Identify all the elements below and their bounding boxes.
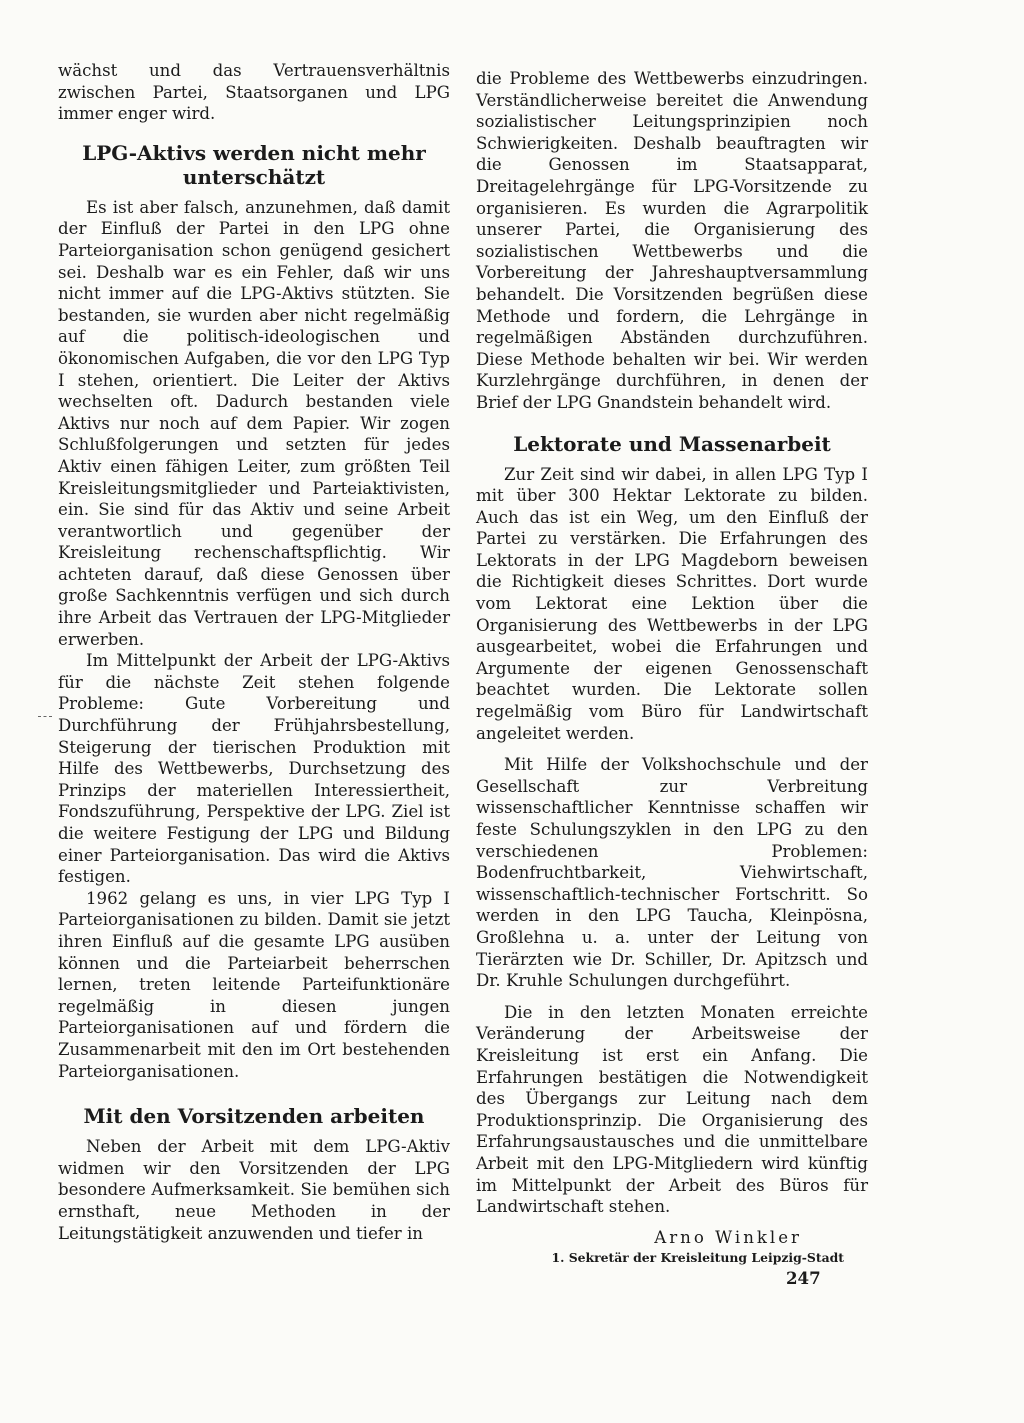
paragraph: die Probleme des Wettbewerbs einzudringen. Verständlicherweise bereitet die Anwendung sozialistischer Leitungsprinzipien noch Schwierigkeiten. Deshalb beauftragten wir die Genossen im Staatsapparat, Dreitagelehrgänge für LPG-Vorsitzende zu organisieren. Es wurden die Agrarpolitik unserer Partei, die Organisierung des sozialistischen Wettbewerbs und die Vorbereitung der Jahreshauptversammlung behandelt. Die Vorsitzenden begrüßen diese Methode und fordern, die Lehrgänge in regelmäßigen Abständen durchzuführen. Diese Methode behalten wir bei. Wir werden Kurzlehrgänge durchführen, in denen der Brief der LPG Gnandstein behandelt wird. <box>476 69 868 412</box>
paragraph: Die in den letzten Monaten erreichte Veränderung der Arbeitsweise der Kreisleitung ist erst ein Anfang. Die Erfahrungen bestätigen die Notwendigkeit des Übergangs zur Leitung nach dem Produktionsprinzip. Die Organisierung des Erfahrungsaustausches und die unmittelbare Arbeit mit den LPG-Mitgliedern wird künftig im Mittelpunkt der Arbeit des Büros für Landwirtschaft stehen. <box>476 1002 868 1217</box>
page-number: 247 <box>786 1268 821 1288</box>
section-heading: Mit den Vorsitzenden arbeiten <box>83 1104 425 1129</box>
paragraph: Es ist aber falsch, anzunehmen, daß damit der Einfluß der Partei in den LPG ohne Parteiorganisation schon genügend gesichert sei. Deshalb war es ein Fehler, daß wir uns nicht immer auf die LPG-Aktivs stützten. Sie bestanden, sie wurden aber nicht regelmäßig auf die politisch-ideologischen und ökonomischen Aufgaben, die vor den LPG Typ I stehen, orientiert. Die Leiter der Aktivs wechselten oft. Dadurch bestanden viele Aktivs nur noch auf dem Papier. Wir zogen Schlußfolgerungen und setzten für jedes Aktiv einen fähigen Leiter, zum größten Teil Kreisleitungsmitglieder und Parteiaktivisten, ein. Sie sind für das Aktiv und seine Arbeit verantwortlich und gegenüber der Kreisleitung rechenschaftspflichtig. Wir achteten darauf, daß diese Genossen über große Sachkenntnis verfügen und sich durch ihre Arbeit das Vertrauen der LPG-Mitglieder erwerben. <box>58 197 450 649</box>
paragraph: Neben der Arbeit mit dem LPG-Aktiv widmen wir den Vorsitzenden der LPG besondere Aufmerksamkeit. Sie bemühen sich ernsthaft, neue Methoden in der Leitungstätigkeit anzuwenden und tiefer in <box>58 1137 450 1243</box>
margin-mark <box>38 716 52 717</box>
paragraph: 1962 gelang es uns, in vier LPG Typ I Parteiorganisationen zu bilden. Damit sie jetzt ihren Einfluß auf die gesamte LPG ausüben können und die Parteiarbeit beherrschen lernen, treten leitende Parteifunktionäre regelmäßig in diesen jungen Parteiorganisationen auf und fördern die Zusammenarbeit mit den im Ort bestehenden Parteiorganisationen. <box>58 888 450 1081</box>
author-title: 1. Sekretär der Kreisleitung Leipzig-Stadt <box>551 1249 844 1265</box>
paragraph: wächst und das Vertrauensverhältnis zwischen Partei, Staatsorganen und LPG immer enger wird. <box>58 61 450 124</box>
paragraph: Zur Zeit sind wir dabei, in allen LPG Typ I mit über 300 Hektar Lektorate zu bilden. Auch das ist ein Weg, um den Einfluß der Partei zu verstärken. Die Erfahrungen des Lektorats in der LPG Magdeborn beweisen die Richtigkeit dieses Schrittes. Dort wurde vom Lektorat eine Lektion über die Organisierung des Wettbewerbs in der LPG ausgearbeitet, wobei die Erfahrungen und Argumente der eigenen Genossenschaft beachtet wurden. Die Lektorate sollen regelmäßig vom Büro für Landwirtschaft angeleitet werden. <box>476 464 868 743</box>
author-name: Arno Winkler <box>654 1227 802 1247</box>
section-heading: Lektorate und Massenarbeit <box>513 431 831 456</box>
paragraph: Im Mittelpunkt der Arbeit der LPG-Aktivs für die nächste Zeit stehen folgende Probleme: Gute Vorbereitung und Durchführung der Frühjahrsbestellung, Steigerung der tierischen Produktion mit Hilfe des Wettbewerbs, Durchsetzung des Prinzips der materiellen Interessiertheit, Fondszuführung, Perspektive der LPG. Ziel ist die weitere Festigung der LPG und Bildung einer Parteiorganisation. Das wird die Aktivs festigen. <box>58 651 450 887</box>
section-heading: LPG-Aktivs werden nicht mehr unterschätzt <box>82 140 426 189</box>
left-column <box>58 60 450 1244</box>
right-column <box>476 68 868 1266</box>
paragraph: Mit Hilfe der Volkshochschule und der Gesellschaft zur Verbreitung wissenschaftlicher Kenntnisse schaffen wir feste Schulungszyklen in den LPG zu den verschiedenen Problemen: Bodenfruchtbarkeit, Viehwirtschaft, wissenschaftlich-technischer Fortschritt. So werden in den LPG Taucha, Kleinpösna, Großlehna u. a. unter der Leitung von Tierärzten wie Dr. Schiller, Dr. Apitzsch und Dr. Kruhle Schulungen durchgeführt. <box>476 755 868 991</box>
